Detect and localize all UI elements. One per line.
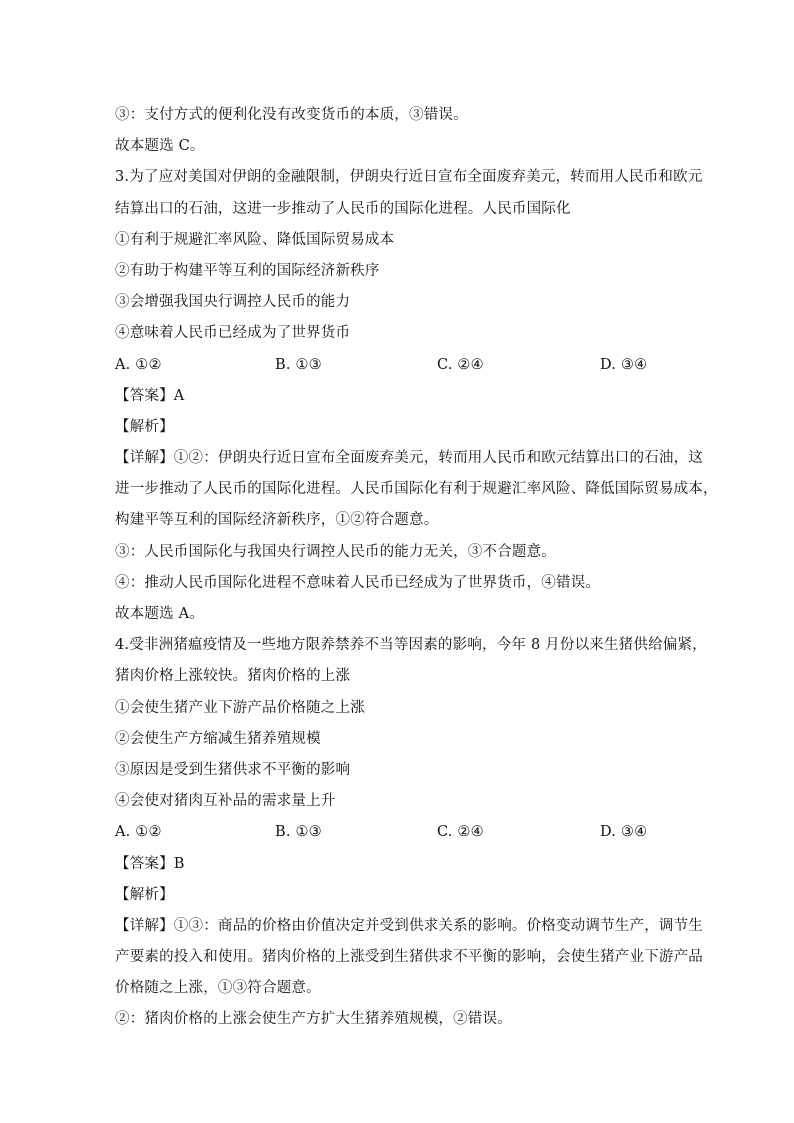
question-3-item-2: ②有助于构建平等互利的国际经济新秩序: [115, 262, 380, 279]
option-b: B. ①③: [275, 356, 322, 373]
question-4-item-2: ②会使生产方缩减生猪养殖规模: [115, 730, 321, 747]
question-4-stem-cont: 猪肉价格上涨较快。猪肉价格的上涨: [115, 668, 351, 685]
option-c: C. ②④: [437, 356, 484, 373]
analysis-label: 【解析】: [115, 886, 174, 903]
analysis-label: 【解析】: [115, 418, 174, 435]
explanation-line: 价格随之上涨，①③符合题意。: [115, 980, 321, 997]
question-3-stem: 3.为了应对美国对伊朗的金融限制，伊朗央行近日宣布全面废弃美元，转而用人民币和欧元: [115, 169, 703, 186]
explanation-line: 【详解】①③：商品的价格由价值决定并受到供求关系的影响。价格变动调节生产，调节生: [115, 917, 703, 934]
answer-label: 【答案】A: [115, 387, 185, 404]
text-line: 故本题选 C。: [115, 138, 205, 155]
explanation-line: 产要素的投入和使用。猪肉价格的上涨受到生猪供求不平衡的影响，会使生猪产业下游产品: [115, 949, 703, 966]
question-3-stem-cont: 结算出口的石油，这进一步推动了人民币的国际化进程。人民币国际化: [115, 200, 571, 217]
option-b: B. ①③: [275, 824, 322, 841]
option-d: D. ③④: [600, 356, 648, 373]
question-4-item-3: ③原因是受到生猪供求不平衡的影响: [115, 761, 351, 778]
question-3-item-1: ①有利于规避汇率风险、降低国际贸易成本: [115, 231, 395, 248]
explanation-line: 构建平等互利的国际经济新秩序，①②符合题意。: [115, 512, 439, 529]
question-4-item-4: ④会使对猪肉互补品的需求量上升: [115, 793, 336, 810]
document-body: [115, 100, 718, 1036]
option-a: A. ①②: [115, 356, 162, 373]
question-4-item-1: ①会使生猪产业下游产品价格随之上涨: [115, 699, 365, 716]
question-3-item-4: ④意味着人民币已经成为了世界货币: [115, 325, 351, 342]
option-a: A. ①②: [115, 824, 162, 841]
option-c: C. ②④: [437, 824, 484, 841]
explanation-line: 【详解】①②：伊朗央行近日宣布全面废弃美元，转而用人民币和欧元结算出口的石油，这: [115, 450, 703, 467]
explanation-line: 进一步推动了人民币的国际化进程。人民币国际化有利于规避汇率风险、降低国际贸易成本，: [115, 481, 718, 498]
explanation-line: ②：猪肉价格的上涨会使生产方扩大生猪养殖规模，②错误。: [115, 1011, 512, 1028]
text-line: ③：支付方式的便利化没有改变货币的本质，③错误。: [115, 107, 468, 123]
option-d: D. ③④: [600, 824, 648, 841]
explanation-line: ④：推动人民币国际化进程不意味着人民币已经成为了世界货币，④错误。: [115, 574, 601, 591]
conclusion-line: 故本题选 A。: [115, 606, 204, 622]
explanation-line: ③：人民币国际化与我国央行调控人民币的能力无关，③不合题意。: [115, 543, 556, 560]
answer-label: 【答案】B: [115, 855, 185, 872]
question-4-stem: 4.受非洲猪瘟疫情及一些地方限养禁养不当等因素的影响，今年 8 月份以来生猪供给偏紧，: [115, 637, 707, 654]
question-3-options: [115, 350, 690, 381]
question-4-options: [115, 817, 690, 848]
question-3-item-3: ③会增强我国央行调控人民币的能力: [115, 294, 351, 311]
